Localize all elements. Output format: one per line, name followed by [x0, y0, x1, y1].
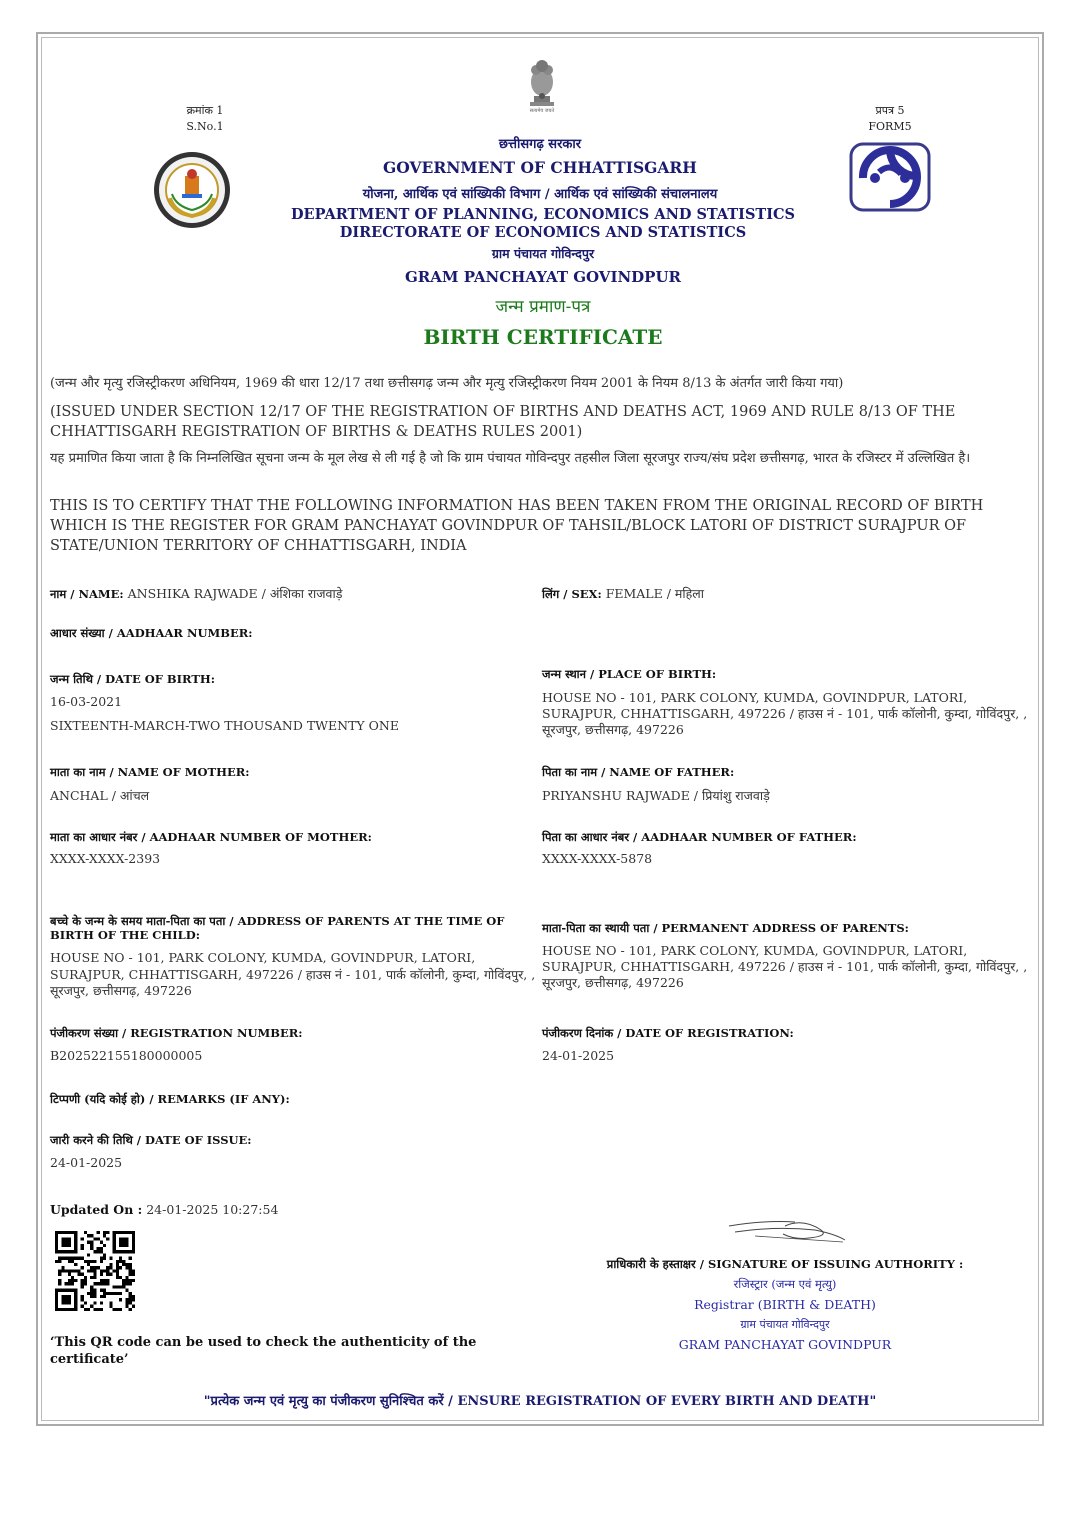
updated-on-label: Updated On :	[50, 1202, 143, 1217]
registration-date-value: 24-01-2025	[542, 1048, 615, 1063]
address-at-birth-label: बच्चे के जन्म के समय माता-पिता का पता / ADDRESS OF PARENTS AT THE TIME OF BIRTH OF THE CHILD:	[50, 914, 505, 942]
updated-on-row	[50, 1202, 278, 1217]
department-name-hi: योजना, आर्थिक एवं सांख्यिकी विभाग / आर्थिक एवं सांख्यिकी संचालनालय	[362, 187, 718, 202]
signature-icon	[725, 1212, 850, 1252]
signature-gp-en: GRAM PANCHAYAT GOVINDPUR	[678, 1337, 892, 1352]
mother-name-label: माता का नाम / NAME OF MOTHER:	[50, 765, 250, 779]
father-name-label: पिता का नाम / NAME OF FATHER:	[542, 765, 735, 779]
name-label: नाम / NAME:	[50, 587, 124, 601]
signature-authority-label: प्राधिकारी के हस्ताक्षर / SIGNATURE OF ISSUING AUTHORITY :	[606, 1257, 964, 1271]
dob-label: जन्म तिथि / DATE OF BIRTH:	[50, 672, 216, 686]
act-reference-hi: (जन्म और मृत्यु रजिस्ट्रीकरण अधिनियम, 1969 की धारा 12/17 तथा छत्तीसगढ़ जन्म और मृत्यु रजिस्ट्रीकरण नियम 2001 के नियम 8/13 के अंतर्गत जारी किया गया)	[50, 376, 844, 391]
registration-date-label: पंजीकरण दिनांक / DATE OF REGISTRATION:	[542, 1026, 794, 1040]
certificate-title-en: BIRTH CERTIFICATE	[423, 325, 663, 349]
name-row	[50, 585, 530, 602]
certify-statement-hi: यह प्रमाणित किया जाता है कि निम्नलिखित सूचना जन्म के मूल लेख से ली गई है जो कि ग्राम पंचायत गोविन्दपुर तहसील जिला सूरजपुर राज्य/संघ प्रदेश छत्तीसगढ़, भारत के रजिस्टर में उल्लिखित है।	[50, 451, 971, 466]
dob-value: 16-03-2021	[50, 694, 123, 709]
emblem-caption: सत्यमेव जयते	[529, 108, 555, 114]
act-reference-en: (ISSUED UNDER SECTION 12/17 OF THE REGISTRATION OF BIRTHS AND DEATHS ACT, 1969 AND RULE 8/13 OF THE CHHATTISGARH REGISTRATION OF BIRTHS & DEATHS RULES 2001)	[50, 404, 956, 440]
father-name-value: PRIYANSHU RAJWADE / प्रियांशु राजवाड़े	[542, 788, 770, 803]
dob-words: SIXTEENTH-MARCH-TWO THOUSAND TWENTY ONE	[50, 718, 399, 733]
pob-label: जन्म स्थान / PLACE OF BIRTH:	[542, 667, 717, 681]
registration-number-value: B202522155180000005	[50, 1048, 203, 1063]
registrar-hi: रजिस्ट्रार (जन्म एवं मृत्यु)	[733, 1277, 837, 1291]
updated-on-value: 24-01-2025 10:27:54	[146, 1202, 279, 1217]
address-at-birth-value: HOUSE NO - 101, PARK COLONY, KUMDA, GOVINDPUR, LATORI, SURAJPUR, CHHATTISGARH, 497226 / हाउस नं - 101, पार्क कॉलोनी, कुम्दा, गोविंदपुर, , सूरजपुर, छत्तीसगढ़, 497226	[50, 950, 536, 998]
form-number-en: FORM5	[868, 120, 912, 133]
sex-value: FEMALE / महिला	[605, 586, 704, 601]
department-logo-icon	[849, 142, 931, 212]
issue-date-label: जारी करने की तिथि / DATE OF ISSUE:	[50, 1133, 252, 1147]
directorate-name-en: DIRECTORATE OF ECONOMICS AND STATISTICS	[339, 224, 747, 241]
form-number-block	[845, 103, 935, 135]
serial-number-block	[160, 103, 250, 135]
sex-label: लिंग / SEX:	[542, 587, 602, 601]
mother-name-value: ANCHAL / आंचल	[50, 788, 150, 803]
govt-name-en: GOVERNMENT OF CHHATTISGARH	[383, 158, 697, 177]
qr-note: ‘This QR code can be used to check the authenticity of the certificate’	[50, 1335, 477, 1367]
signature-gp-hi: ग्राम पंचायत गोविन्दपुर	[740, 1318, 830, 1331]
national-emblem-icon	[522, 56, 562, 118]
remarks-label: टिप्पणी (यदि कोई हो) / REMARKS (IF ANY):	[50, 1092, 290, 1106]
issue-date-value: 24-01-2025	[50, 1155, 123, 1170]
certify-statement-en: THIS IS TO CERTIFY THAT THE FOLLOWING INFORMATION HAS BEEN TAKEN FROM THE ORIGINAL RECORD OF BIRTH WHICH IS THE REGISTER FOR GRAM PANCHAYAT GOVINDPUR OF TAHSIL/BLOCK LATORI OF DISTRICT SURAJPUR OF STATE/UNION TERRITORY OF CHHATTISGARH, INDIA	[50, 498, 984, 554]
gram-panchayat-en: GRAM PANCHAYAT GOVINDPUR	[404, 268, 682, 286]
sex-row	[542, 585, 1022, 602]
registration-number-label: पंजीकरण संख्या / REGISTRATION NUMBER:	[50, 1026, 303, 1040]
permanent-address-label: माता-पिता का स्थायी पता / PERMANENT ADDRESS OF PARENTS:	[542, 921, 909, 935]
qr-code[interactable]	[55, 1231, 135, 1311]
serial-number-hi: क्रमांक 1	[186, 104, 224, 117]
mother-aadhaar-value: XXXX-XXXX-2393	[50, 851, 161, 866]
chhattisgarh-seal-icon	[152, 150, 232, 230]
form-number-hi: प्रपत्र 5	[875, 104, 905, 117]
permanent-address-value: HOUSE NO - 101, PARK COLONY, KUMDA, GOVINDPUR, LATORI, SURAJPUR, CHHATTISGARH, 497226 / हाउस नं - 101, पार्क कॉलोनी, कुम्दा, गोविंदपुर, , सूरजपुर, छत्तीसगढ़, 497226	[542, 943, 1028, 990]
govt-name-hi: छत्तीसगढ़ सरकार	[498, 137, 582, 152]
registration-slogan: "प्रत्येक जन्म एवं मृत्यु का पंजीकरण सुनिश्चित करें / ENSURE REGISTRATION OF EVERY BIRTH AND DEATH"	[203, 1394, 877, 1409]
gram-panchayat-hi: ग्राम पंचायत गोविन्दपुर	[491, 246, 595, 261]
department-name-en: DEPARTMENT OF PLANNING, ECONOMICS AND STATISTICS	[290, 206, 796, 223]
pob-value: HOUSE NO - 101, PARK COLONY, KUMDA, GOVINDPUR, LATORI, SURAJPUR, CHHATTISGARH, 497226 / हाउस नं - 101, पार्क कॉलोनी, कुम्दा, गोविंदपुर, , सूरजपुर, छत्तीसगढ़, 497226	[542, 690, 1028, 737]
certificate-title-hi: जन्म प्रमाण-पत्र	[495, 297, 591, 317]
registrar-en: Registrar (BIRTH & DEATH)	[694, 1297, 876, 1312]
father-aadhaar-value: XXXX-XXXX-5878	[542, 851, 653, 866]
serial-number-en: S.No.1	[186, 120, 224, 133]
mother-aadhaar-label: माता का आधार नंबर / AADHAAR NUMBER OF MOTHER:	[50, 830, 372, 844]
name-value: ANSHIKA RAJWADE / अंशिका राजवाड़े	[127, 586, 343, 601]
aadhaar-label: आधार संख्या / AADHAAR NUMBER:	[50, 626, 253, 640]
father-aadhaar-label: पिता का आधार नंबर / AADHAAR NUMBER OF FATHER:	[542, 830, 857, 844]
